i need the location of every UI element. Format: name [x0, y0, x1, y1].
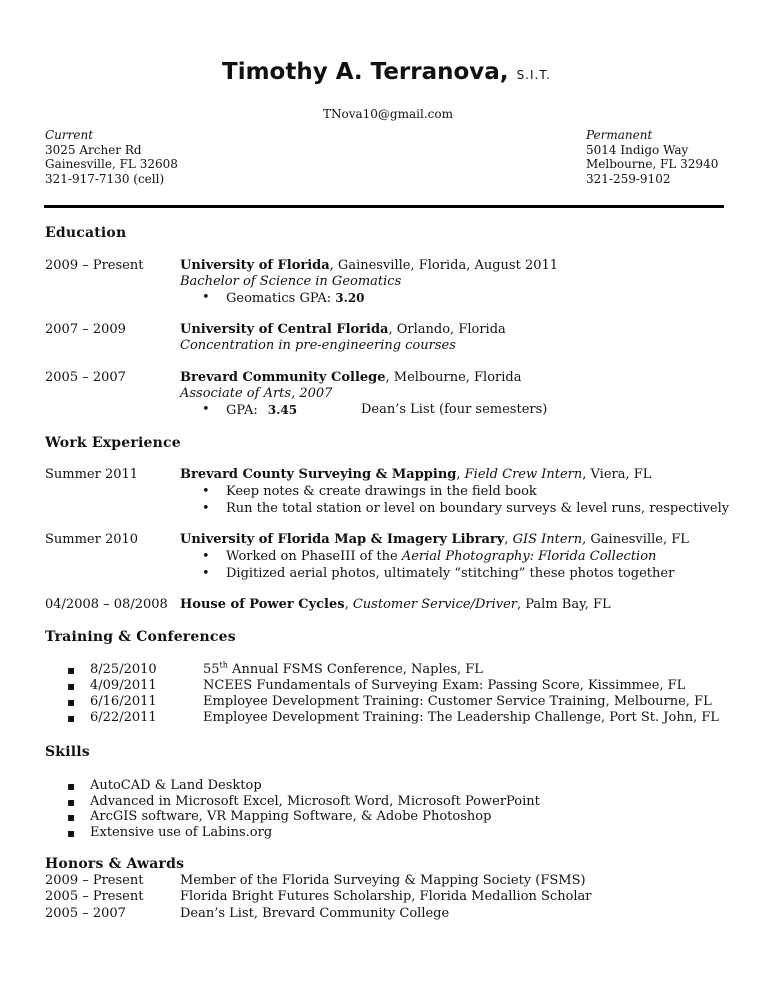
job-location: , Viera, FL [582, 467, 652, 482]
permanent-street: 5014 Indigo Way [586, 142, 689, 157]
separator: , [456, 467, 465, 482]
school-name: University of Florida [180, 258, 330, 273]
school-name: University of Central Florida [180, 322, 389, 337]
header-divider [44, 205, 724, 208]
credential-text: S.I.T. [516, 68, 552, 82]
skills-heading: Skills [45, 744, 90, 760]
degree-text: Associate of Arts, 2007 [180, 386, 333, 401]
email-address[interactable]: TNova10@gmail.com [323, 107, 453, 121]
honor-date: 2005 – Present [45, 889, 144, 904]
ordinal-number: 55 [203, 662, 220, 677]
work-date: Summer 2010 [45, 532, 139, 547]
current-phone: 321-917-7130 (cell) [45, 171, 165, 186]
education-date: 2009 – Present [45, 258, 144, 273]
job-role: GIS Intern [512, 532, 583, 547]
permanent-label: Permanent [586, 128, 653, 142]
resume-name [222, 59, 552, 85]
job-role: Customer Service/Driver [352, 597, 517, 612]
degree-text: Bachelor of Science in Geomatics [180, 274, 402, 289]
employer-name: Brevard County Surveying & Mapping [180, 467, 457, 482]
work-bullet [226, 549, 656, 565]
work-heading: Work Experience [45, 435, 181, 451]
ordinal-suffix: th [219, 660, 228, 670]
school-location: , Orlando, Florida [388, 322, 506, 337]
education-heading: Education [45, 225, 127, 241]
education-date: 2007 – 2009 [45, 322, 126, 337]
work-bullet: • Digitized aerial photos, ultimately “stitching” these photos together [226, 566, 674, 582]
degree-text: Concentration in pre-engineering courses [180, 338, 456, 353]
school-name: Brevard Community College [180, 370, 386, 385]
work-date: Summer 2011 [45, 467, 139, 482]
permanent-address [586, 128, 718, 186]
job-location: , Palm Bay, FL [516, 597, 611, 612]
training-heading: Training & Conferences [45, 629, 236, 645]
skill-item: ▪ Advanced in Microsoft Excel, Microsoft Word, Microsoft PowerPoint [90, 794, 540, 810]
skill-item: ▪ AutoCAD & Land Desktop [90, 778, 262, 794]
work-date: 04/2008 – 08/2008 [45, 597, 168, 612]
school-location: , Melbourne, Florida [385, 370, 522, 385]
current-label: Current [45, 128, 94, 142]
permanent-phone: 321-259-9102 [586, 171, 671, 186]
separator: , [504, 532, 513, 547]
job-role: Field Crew Intern [464, 467, 583, 482]
education-school-line [180, 370, 521, 386]
honor-date: 2009 – Present [45, 873, 144, 888]
work-bullet: • Keep notes & create drawings in the field book [226, 484, 537, 500]
separator: , [344, 597, 353, 612]
current-city: Gainesville, FL 32608 [45, 157, 178, 171]
current-address [45, 128, 178, 186]
employer-name: House of Power Cycles [180, 597, 345, 612]
work-title-line [180, 532, 689, 548]
gpa-value: 3.45 [267, 403, 298, 417]
training-text: NCEES Fundamentals of Surveying Exam: Passing Score, Kissimmee, FL [203, 678, 686, 693]
training-date: ▪ 6/22/2011 [90, 710, 157, 726]
current-street: 3025 Archer Rd [45, 142, 142, 157]
name-text: Timothy A. Terranova, [222, 59, 509, 85]
training-date: ▪ 4/09/2011 [90, 678, 157, 694]
work-title-line [180, 597, 611, 613]
job-location: , Gainesville, FL [582, 532, 689, 547]
honors-heading: Honors & Awards [45, 856, 185, 872]
education-school-line [180, 322, 506, 338]
honor-text: Dean’s List, Brevard Community College [180, 906, 450, 921]
work-bullet: • Run the total station or level on boundary surveys & level runs, respectively [226, 501, 729, 517]
gpa-value: 3.20 [335, 291, 365, 305]
training-text: Employee Development Training: Customer Service Training, Melbourne, FL [203, 694, 712, 709]
training-text [203, 662, 483, 678]
permanent-city: Melbourne, FL 32940 [586, 157, 719, 171]
education-bullet [226, 402, 297, 419]
education-school-line [180, 258, 558, 274]
deans-list-note: Dean’s List (four semesters) [361, 402, 548, 417]
training-date: ▪ 8/25/2010 [90, 662, 157, 678]
collection-name: Aerial Photography: Florida Collection [401, 549, 657, 564]
gpa-label: Geomatics GPA: [226, 291, 336, 306]
school-location: , Gainesville, Florida, August 2011 [329, 258, 559, 273]
honor-date: 2005 – 2007 [45, 906, 126, 921]
skill-item: ▪ Extensive use of Labins.org [90, 825, 272, 841]
training-date: ▪ 6/16/2011 [90, 694, 157, 710]
education-bullet [226, 290, 365, 307]
gpa-label: GPA: [226, 403, 262, 418]
skill-item: ▪ ArcGIS software, VR Mapping Software, & Adobe Photoshop [90, 809, 491, 825]
honor-text: Member of the Florida Surveying & Mapping Society (FSMS) [180, 873, 586, 888]
honor-text: Florida Bright Futures Scholarship, Florida Medallion Scholar [180, 889, 592, 904]
work-title-line [180, 467, 651, 483]
education-date: 2005 – 2007 [45, 370, 126, 385]
training-text: Employee Development Training: The Leadership Challenge, Port St. John, FL [203, 710, 720, 725]
bullet-text: Worked on PhaseIII of the [226, 549, 402, 564]
conference-text: Annual FSMS Conference, Naples, FL [227, 662, 483, 677]
employer-name: University of Florida Map & Imagery Library [180, 532, 505, 547]
